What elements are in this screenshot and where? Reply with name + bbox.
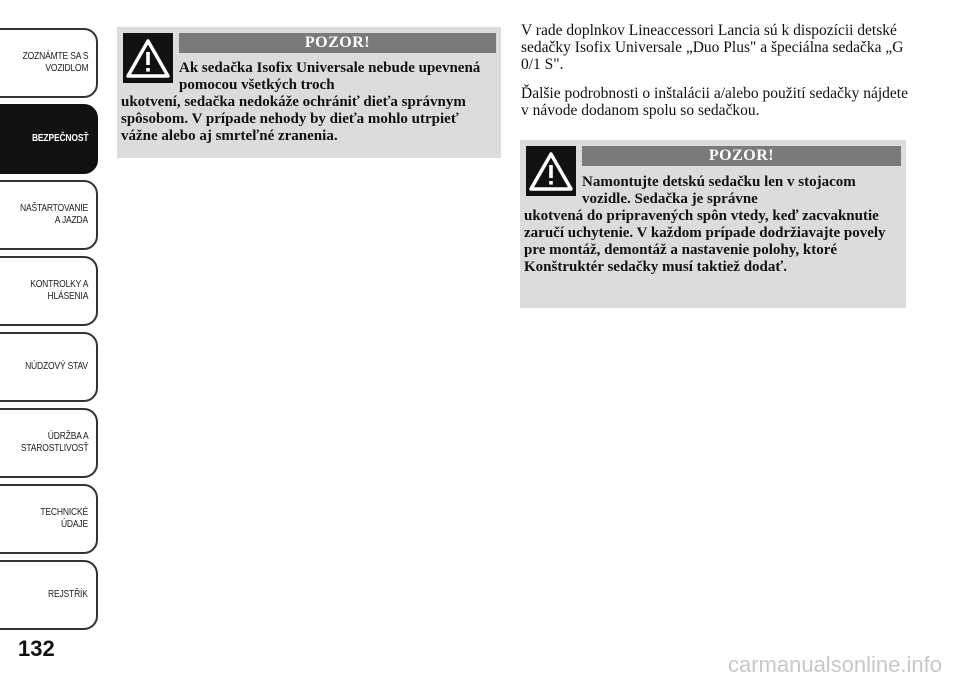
tab-label: NÚDZOVÝ STAV	[25, 361, 88, 372]
tab-label: ZOZNÁMTE SA S VOZIDLOM	[22, 51, 88, 74]
warning-box	[520, 140, 906, 308]
tab-kontrolky-a-hlasenia[interactable]	[0, 256, 98, 326]
tab-rejstrik[interactable]	[0, 560, 98, 630]
warning-text	[524, 174, 904, 276]
warning-text	[121, 60, 499, 145]
paragraph-accessories: V rade doplnkov Lineaccessori Lancia sú k dispozícii detské sedačky Isofix Universale „Duo Plus" a špeciálna sedačka „G 0/1 S".	[521, 22, 904, 73]
tab-label: BEZPEČNOSŤ	[31, 133, 88, 144]
tab-nastartovanie-a-jazda[interactable]	[0, 180, 98, 250]
tab-udrzba-a-starostlivost[interactable]	[0, 408, 98, 478]
page-number: 132	[18, 636, 55, 661]
paragraph-details: Ďalšie podrobnosti o inštalácii a/alebo použití sedačky nájdete v návode dodanom spolu so sedačkou.	[521, 85, 908, 119]
tab-technicke-udaje[interactable]	[0, 484, 98, 554]
tab-bezpecnost[interactable]	[0, 104, 98, 174]
warning-lead-text: Namontujte detskú sedačku len v stojacom vozidle. Sedačka je správne	[582, 174, 856, 207]
tab-label: ÚDRŽBA A STAROSTLIVOSŤ	[20, 431, 88, 454]
warning-box	[117, 27, 501, 158]
warning-body-text: ukotvení, sedačka nedokáže ochrániť dieťa správnym spôsobom. V prípade nehody by dieťa mohlo utrpieť vážne alebo aj smrteľné zranenia.	[121, 94, 466, 144]
warning-body-text: ukotvená do pripravených spôn vtedy, keď zacvaknutie zaručí uchytenie. V každom prípade dodržiavajte povely pre montáž, demontáž a nastavenie polohy, ktoré Konštruktér sedačky musí taktiež dodať.	[524, 208, 886, 275]
tab-label: NAŠTARTOVANIE A JAZDA	[19, 203, 88, 226]
tab-zoznamte-sa-s-vozidlom[interactable]	[0, 28, 98, 98]
tab-nudzovy-stav[interactable]	[0, 332, 98, 402]
warning-title: POZOR!	[179, 33, 496, 53]
tab-label: REJSTŘÍK	[48, 589, 88, 600]
tab-label: TECHNICKÉ ÚDAJE	[40, 507, 88, 530]
watermark: carmanualsonline.info	[727, 652, 942, 677]
warning-title: POZOR!	[582, 146, 901, 166]
tab-label: KONTROLKY A HLÁSENIA	[30, 279, 88, 302]
warning-lead-text: Ak sedačka Isofix Universale nebude upevnená pomocou všetkých troch	[179, 60, 481, 93]
